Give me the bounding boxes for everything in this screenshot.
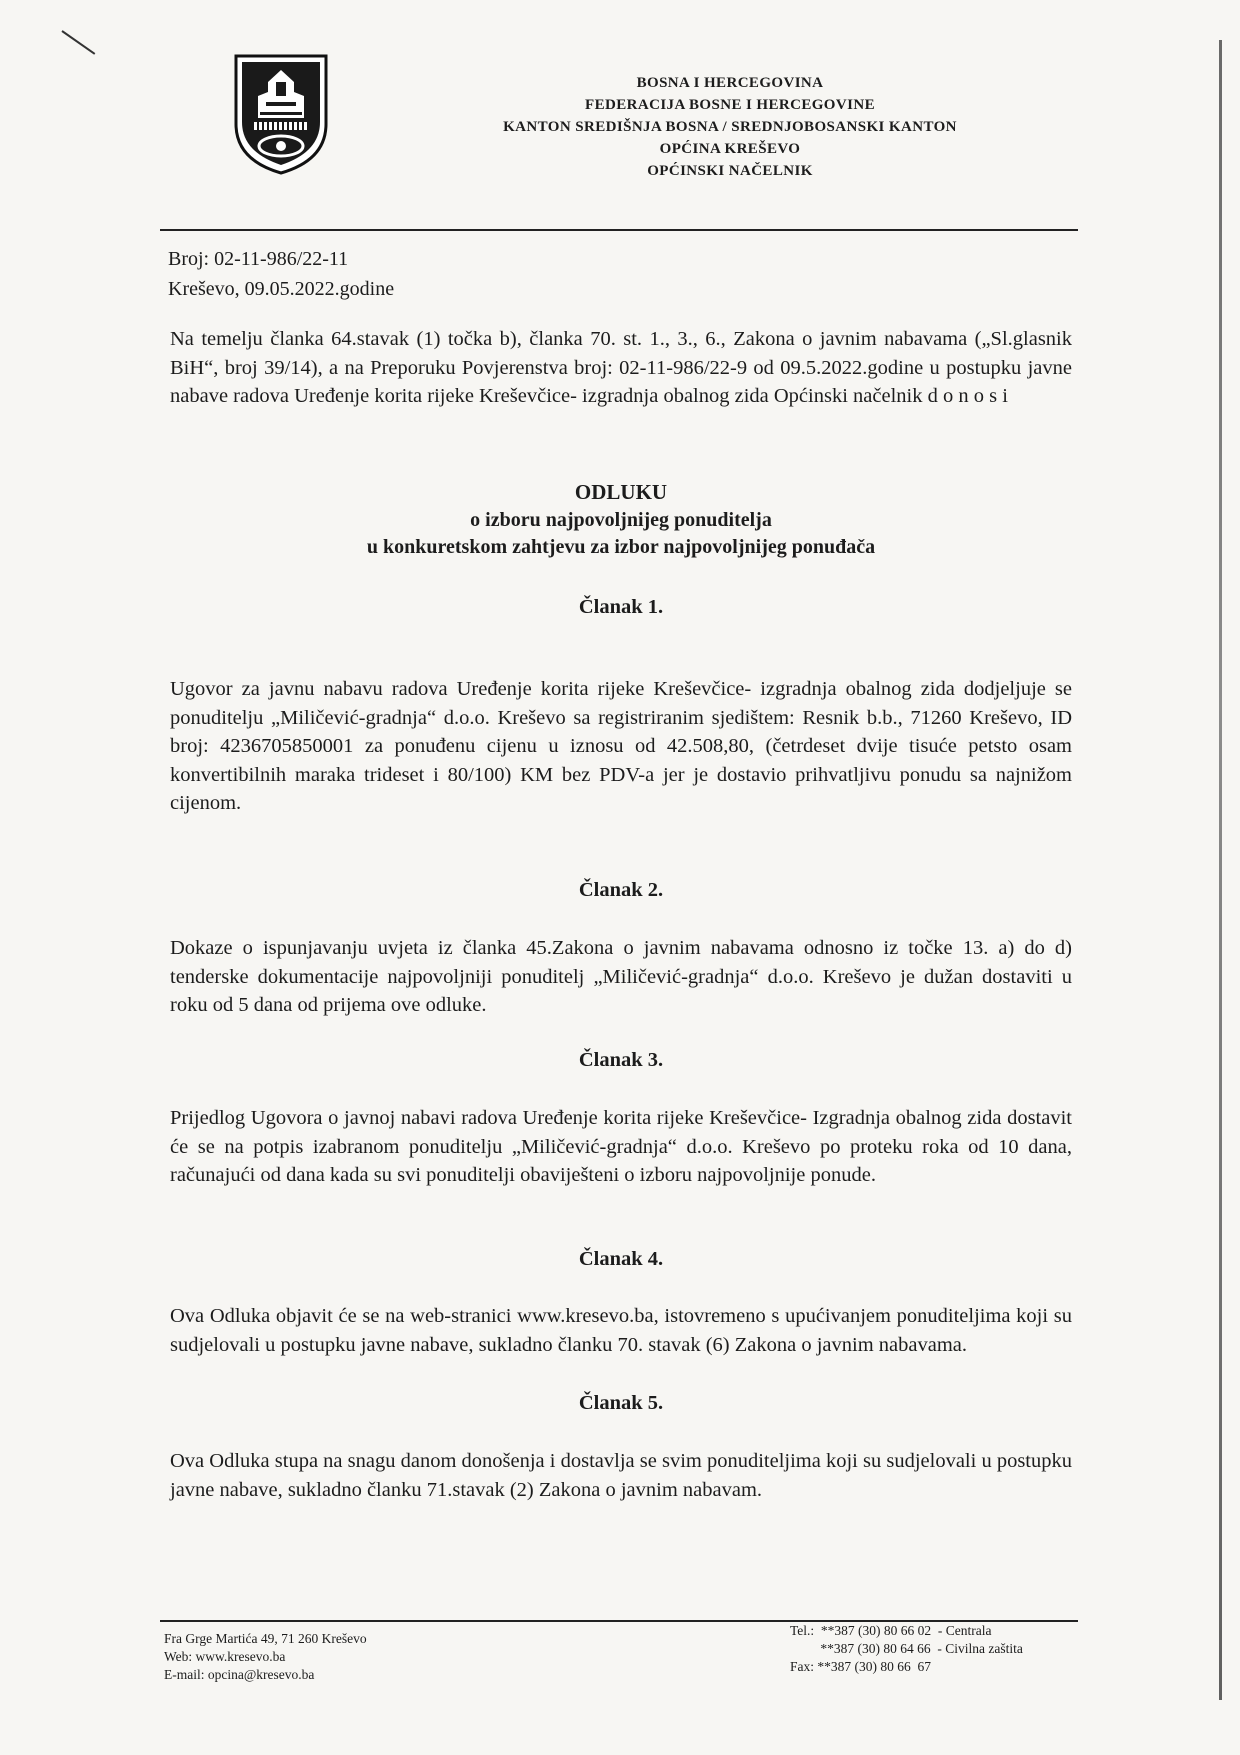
article-5-text: Ova Odluka stupa na snagu danom donošenja i dostavlja se svim ponuditeljima koji su sudjelovali u postupku javne nabave, sukladno članku 71.stavak (2) Zakona o javnim nabavam. xyxy=(170,1450,1072,1501)
header-office: OPĆINSKI NAČELNIK xyxy=(647,163,813,179)
reference-number: Broj: 02-11-986/22-11 xyxy=(168,248,349,270)
header-divider xyxy=(160,229,1078,231)
article-2-text: Dokaze o ispunjavanju uvjeta iz članka 45.Zakona o javnim nabavama odnosno iz točke 13. a) do d) tenderske dokumentacije najpovoljniji ponuditelj „Miličević-gradnja“ d.o.o. Kreševo je dužan dostaviti u roku od 5 dana od prijema ove odluke. xyxy=(170,937,1072,1016)
article-1-heading: Članak 1. xyxy=(578,596,664,618)
footer-fax: Fax: **387 (30) 80 66 67 xyxy=(790,1659,931,1674)
article-3-text: Prijedlog Ugovora o javnoj nabavi radova Uređenje korita rijeke Kreševčice- Izgradnja obalnog zida dostavit će se na potpis izabranom ponuditelju „Miličević-gradnja“ d.o.o. Kreševo po proteku roka od 10 dana, računajući od dana kada su svi ponuditelji obaviješteni o izboru najpovoljnije ponude. xyxy=(170,1107,1072,1186)
footer-email: E-mail: opcina@kresevo.ba xyxy=(164,1667,315,1682)
preamble-paragraph: Na temelju članka 64.stavak (1) točka b), članka 70. st. 1., 3., 6., Zakona o javnim nabavama („Sl.glasnik BiH“, broj 39/14), a na Preporuku Povjerenstva broj: 02-11-986/22-9 od 09.5.2022.godine u postupku javne nabave radova Uređenje korita rijeke Kreševčice- izgradnja obalnog zida Općinski načelnik d o n o s i xyxy=(170,328,1072,407)
footer-contact-right xyxy=(790,1622,1023,1676)
article-4-heading: Članak 4. xyxy=(578,1248,664,1270)
decision-subtitle xyxy=(170,507,1072,561)
document-meta xyxy=(168,244,394,304)
municipality-coat-of-arms xyxy=(232,52,330,176)
footer-contact-left xyxy=(164,1630,367,1684)
decision-subtitle-line1: o izboru najpovoljnijeg ponuditelja xyxy=(470,509,772,531)
header-federation: FEDERACIJA BOSNE I HERCEGOVINE xyxy=(585,97,875,113)
footer-web: Web: www.kresevo.ba xyxy=(164,1649,286,1664)
decision-subtitle-line2: u konkuretskom zahtjevu za izbor najpovoljnijeg ponuđača xyxy=(366,536,876,558)
article-5-heading: Članak 5. xyxy=(578,1392,664,1414)
scan-edge-shadow xyxy=(1219,40,1222,1700)
article-2-heading: Članak 2. xyxy=(578,879,664,901)
scan-mark xyxy=(61,30,95,55)
place-date: Kreševo, 09.05.2022.godine xyxy=(168,278,395,300)
header-municipality: OPĆINA KREŠEVO xyxy=(659,141,801,157)
article-4-text: Ova Odluka objavit će se na web-stranici www.kresevo.ba, istovremeno s upućivanjem ponuditeljima koji su sudjelovali u postupku javne nabave, sukladno članku 70. stavak (6) Zakona o javnim nabavama. xyxy=(170,1305,1072,1356)
footer-phone-central: Tel.: **387 (30) 80 66 02 - Centrala xyxy=(790,1623,992,1638)
decision-title: ODLUKU xyxy=(574,480,668,504)
article-3-heading: Članak 3. xyxy=(578,1049,664,1071)
footer-address: Fra Grge Martića 49, 71 260 Kreševo xyxy=(164,1631,367,1646)
footer-phone-civil-protection: **387 (30) 80 64 66 - Civilna zaštita xyxy=(790,1641,1023,1656)
article-1-text: Ugovor za javnu nabavu radova Uređenje korita rijeke Kreševčice- izgradnja obalnog zida dodjeljuje se ponuditelju „Miličević-gradnja“ d.o.o. Kreševo sa registriranim sjedištem: Resnik b.b., 71260 Kreševo, ID broj: 4236705850001 za ponuđenu cijenu u iznosu od 42.508,80, (četrdeset dvije tisuće petsto osam konvertibilnih maraka trideset i 80/100) KM bez PDV-a jer je dostavio prihvatljivu ponudu sa najnižom cijenom. xyxy=(170,678,1072,814)
issuer-header xyxy=(420,72,1040,182)
header-canton: KANTON SREDIŠNJA BOSNA / SREDNJOBOSANSKI KANTON xyxy=(503,119,957,135)
header-country: BOSNA I HERCEGOVINA xyxy=(636,75,824,91)
